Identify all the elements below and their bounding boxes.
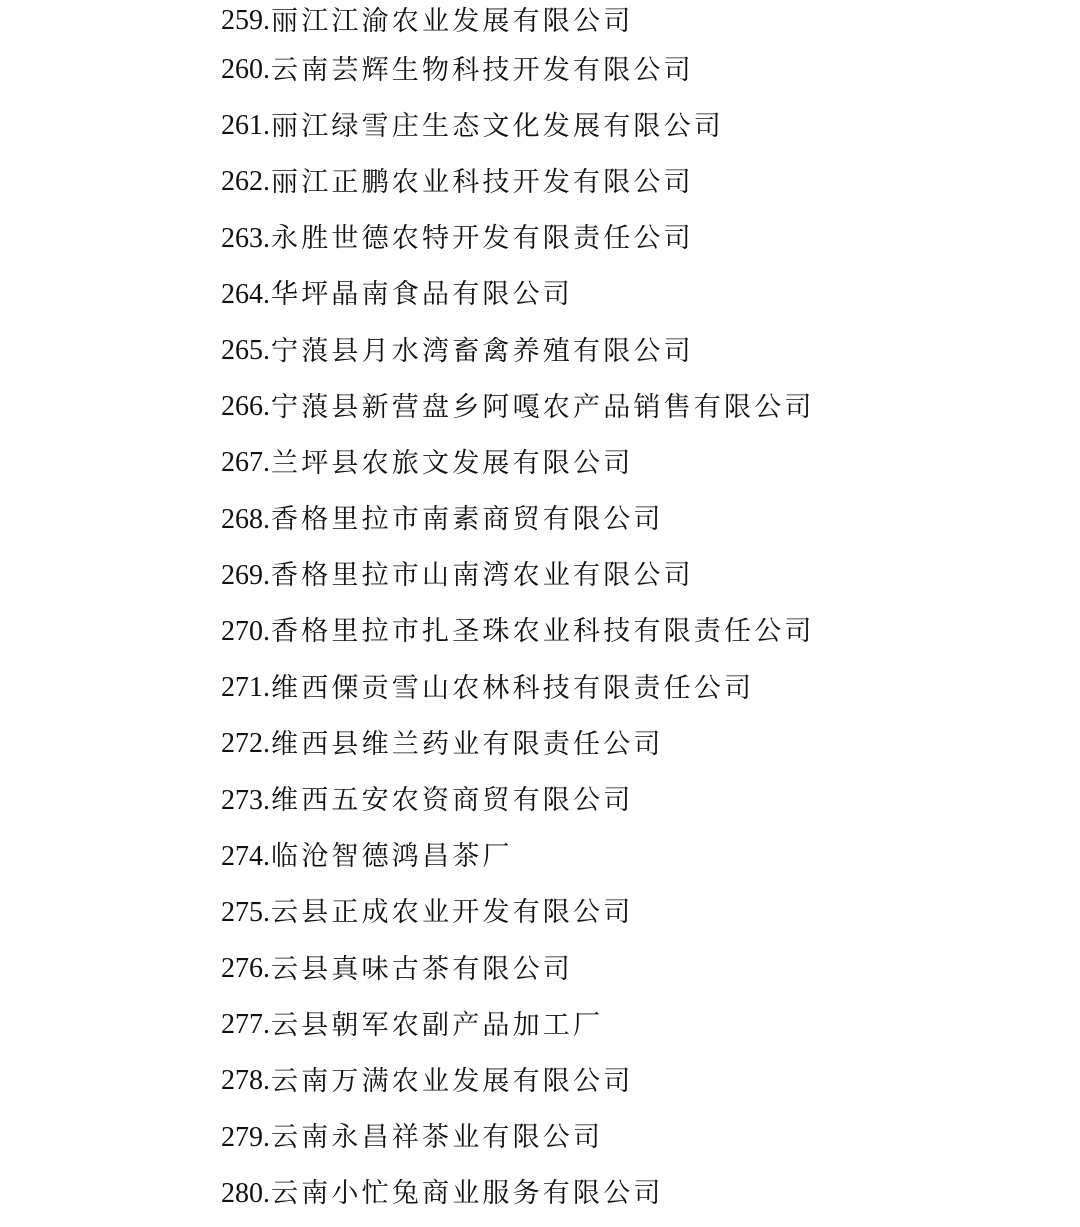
- list-item: [221, 42, 1021, 98]
- item-separator: .: [263, 896, 270, 928]
- company-name: 云南小忙兔商业服务有限公司: [271, 1178, 664, 1210]
- item-separator: .: [263, 784, 270, 816]
- list-item: [221, 379, 1021, 435]
- item-number: 267: [221, 447, 263, 479]
- item-separator: .: [263, 672, 270, 704]
- item-number: 276: [221, 953, 263, 985]
- item-number: 260: [221, 54, 263, 86]
- list-item: [221, 997, 1021, 1053]
- company-name: 云县正成农业开发有限公司: [271, 897, 634, 929]
- company-name: 宁蒗县月水湾畜禽养殖有限公司: [271, 335, 694, 367]
- company-name: 云南万满农业发展有限公司: [271, 1065, 634, 1097]
- item-separator: .: [263, 728, 270, 760]
- company-name: 香格里拉市南素商贸有限公司: [271, 504, 664, 536]
- item-number: 262: [221, 166, 263, 198]
- company-name: 香格里拉市山南湾农业有限公司: [271, 560, 694, 592]
- list-item: [221, 0, 1021, 42]
- item-number: 279: [221, 1121, 263, 1153]
- item-separator: .: [263, 222, 270, 254]
- list-item: [221, 716, 1021, 772]
- company-name: 云南永昌祥茶业有限公司: [271, 1122, 604, 1154]
- list-item: [221, 660, 1021, 716]
- item-number: 271: [221, 672, 263, 704]
- company-list: [221, 0, 1021, 1222]
- item-separator: .: [263, 503, 270, 535]
- list-item: [221, 492, 1021, 548]
- list-item: [221, 211, 1021, 267]
- item-separator: .: [263, 615, 270, 647]
- item-number: 265: [221, 335, 263, 367]
- item-separator: .: [263, 1121, 270, 1153]
- item-separator: .: [263, 840, 270, 872]
- list-item: [221, 941, 1021, 997]
- company-name: 临沧智德鸿昌茶厂: [271, 841, 513, 873]
- item-separator: .: [263, 166, 270, 198]
- company-name: 云县朝军农副产品加工厂: [271, 1009, 604, 1041]
- list-item: [221, 1110, 1021, 1166]
- item-number: 275: [221, 896, 263, 928]
- list-item: [221, 435, 1021, 491]
- item-number: 263: [221, 222, 263, 254]
- company-name: 香格里拉市扎圣珠农业科技有限责任公司: [271, 616, 815, 648]
- item-separator: .: [263, 54, 270, 86]
- company-name: 维西县维兰药业有限责任公司: [271, 728, 664, 760]
- company-name: 维西傈贡雪山农林科技有限责任公司: [271, 672, 755, 704]
- item-number: 264: [221, 278, 263, 310]
- list-item: [221, 1166, 1021, 1222]
- item-separator: .: [263, 5, 270, 36]
- company-name: 华坪晶南食品有限公司: [271, 279, 573, 311]
- list-item: [221, 267, 1021, 323]
- item-separator: .: [263, 1065, 270, 1097]
- item-separator: .: [263, 953, 270, 985]
- item-separator: .: [263, 391, 270, 423]
- company-name: 丽江江渝农业发展有限公司: [271, 5, 634, 37]
- item-separator: .: [263, 110, 270, 142]
- company-name: 兰坪县农旅文发展有限公司: [271, 447, 634, 479]
- item-separator: .: [263, 559, 270, 591]
- item-number: 269: [221, 559, 263, 591]
- list-item: [221, 885, 1021, 941]
- item-number: 277: [221, 1009, 263, 1041]
- company-name: 宁蒗县新营盘乡阿嘎农产品销售有限公司: [271, 391, 815, 423]
- list-item: [221, 98, 1021, 154]
- list-item: [221, 772, 1021, 828]
- list-item: [221, 323, 1021, 379]
- item-number: 270: [221, 615, 263, 647]
- list-item: [221, 604, 1021, 660]
- item-number: 259: [221, 5, 263, 36]
- item-separator: .: [263, 1177, 270, 1209]
- list-item: [221, 154, 1021, 210]
- company-name: 丽江绿雪庄生态文化发展有限公司: [271, 110, 724, 142]
- item-number: 278: [221, 1065, 263, 1097]
- company-name: 云县真味古茶有限公司: [271, 953, 573, 985]
- item-separator: .: [263, 278, 270, 310]
- item-number: 268: [221, 503, 263, 535]
- item-number: 280: [221, 1177, 263, 1209]
- company-name: 云南芸辉生物科技开发有限公司: [271, 54, 694, 86]
- item-number: 266: [221, 391, 263, 423]
- company-name: 维西五安农资商贸有限公司: [271, 785, 634, 817]
- item-separator: .: [263, 335, 270, 367]
- company-name: 丽江正鹏农业科技开发有限公司: [271, 166, 694, 198]
- company-name: 永胜世德农特开发有限责任公司: [271, 223, 694, 255]
- item-number: 261: [221, 110, 263, 142]
- list-item: [221, 1053, 1021, 1109]
- item-number: 273: [221, 784, 263, 816]
- item-separator: .: [263, 1009, 270, 1041]
- item-number: 274: [221, 840, 263, 872]
- list-item: [221, 548, 1021, 604]
- item-number: 272: [221, 728, 263, 760]
- list-item: [221, 829, 1021, 885]
- item-separator: .: [263, 447, 270, 479]
